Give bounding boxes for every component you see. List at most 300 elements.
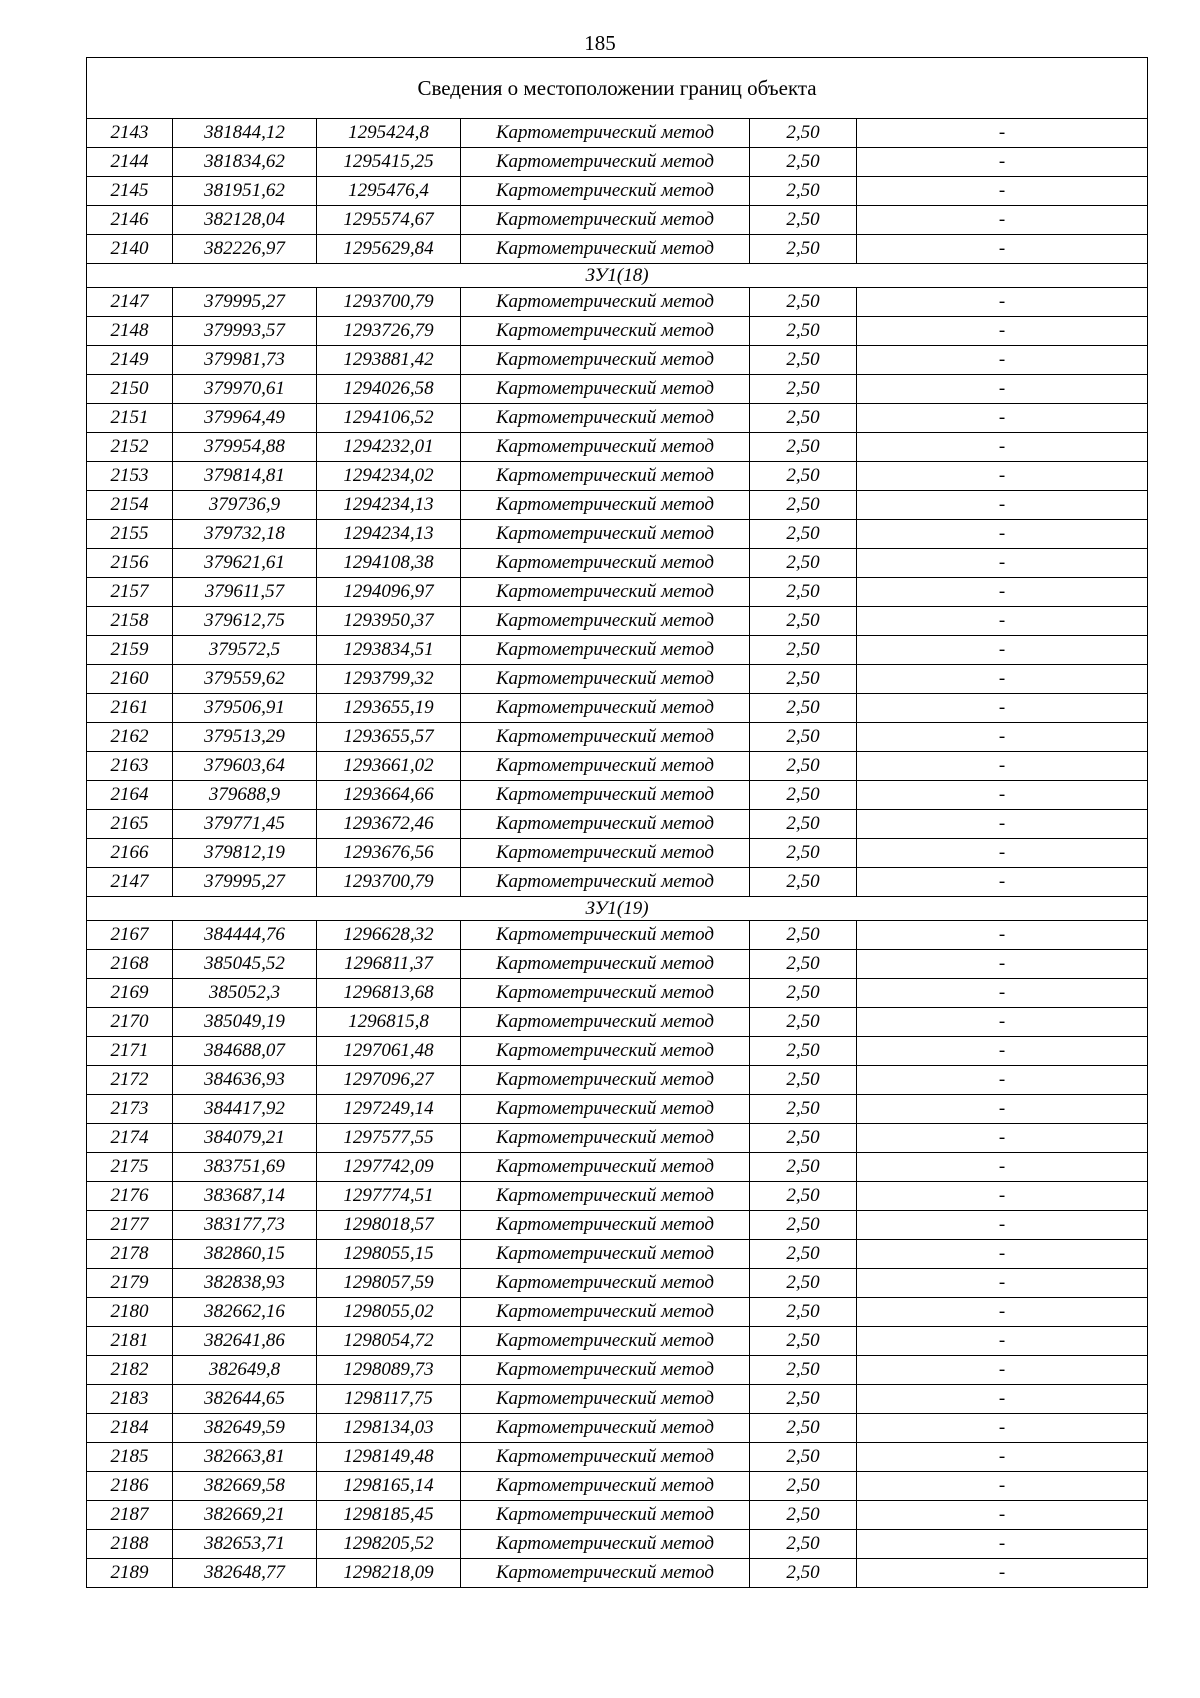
accuracy-cell: 2,50 — [750, 1414, 857, 1443]
method-cell: Картометрический метод — [461, 636, 750, 665]
point-number-cell: 2177 — [87, 1211, 173, 1240]
point-number-cell: 2169 — [87, 979, 173, 1008]
x-coordinate-cell: 382644,65 — [173, 1385, 317, 1414]
method-cell: Картометрический метод — [461, 1066, 750, 1095]
point-number-cell: 2154 — [87, 491, 173, 520]
method-cell: Картометрический метод — [461, 520, 750, 549]
y-coordinate-cell: 1298054,72 — [317, 1327, 461, 1356]
point-number-cell: 2180 — [87, 1298, 173, 1327]
point-number-cell: 2178 — [87, 1240, 173, 1269]
description-cell: - — [857, 1240, 1148, 1269]
method-cell: Картометрический метод — [461, 1530, 750, 1559]
x-coordinate-cell: 381951,62 — [173, 177, 317, 206]
accuracy-cell: 2,50 — [750, 235, 857, 264]
table-row — [87, 346, 1148, 375]
y-coordinate-cell: 1294234,13 — [317, 520, 461, 549]
table-row — [87, 1240, 1148, 1269]
x-coordinate-cell: 379981,73 — [173, 346, 317, 375]
description-cell: - — [857, 148, 1148, 177]
method-cell: Картометрический метод — [461, 549, 750, 578]
description-cell: - — [857, 1472, 1148, 1501]
point-number-cell: 2147 — [87, 288, 173, 317]
boundary-coordinates-table — [86, 57, 1148, 1588]
y-coordinate-cell: 1297577,55 — [317, 1124, 461, 1153]
x-coordinate-cell: 382669,21 — [173, 1501, 317, 1530]
x-coordinate-cell: 382128,04 — [173, 206, 317, 235]
point-number-cell: 2175 — [87, 1153, 173, 1182]
y-coordinate-cell: 1294026,58 — [317, 375, 461, 404]
y-coordinate-cell: 1293655,19 — [317, 694, 461, 723]
point-number-cell: 2163 — [87, 752, 173, 781]
y-coordinate-cell: 1296813,68 — [317, 979, 461, 1008]
point-number-cell: 2150 — [87, 375, 173, 404]
table-row — [87, 810, 1148, 839]
method-cell: Картометрический метод — [461, 1240, 750, 1269]
y-coordinate-cell: 1298057,59 — [317, 1269, 461, 1298]
accuracy-cell: 2,50 — [750, 148, 857, 177]
description-cell: - — [857, 1559, 1148, 1588]
accuracy-cell: 2,50 — [750, 810, 857, 839]
point-number-cell: 2162 — [87, 723, 173, 752]
accuracy-cell: 2,50 — [750, 979, 857, 1008]
x-coordinate-cell: 379771,45 — [173, 810, 317, 839]
method-cell: Картометрический метод — [461, 1385, 750, 1414]
x-coordinate-cell: 384417,92 — [173, 1095, 317, 1124]
method-cell: Картометрический метод — [461, 1414, 750, 1443]
point-number-cell: 2153 — [87, 462, 173, 491]
method-cell: Картометрический метод — [461, 1501, 750, 1530]
accuracy-cell: 2,50 — [750, 1211, 857, 1240]
table-row — [87, 868, 1148, 897]
table-row — [87, 148, 1148, 177]
table-row — [87, 1124, 1148, 1153]
point-number-cell: 2172 — [87, 1066, 173, 1095]
point-number-cell: 2189 — [87, 1559, 173, 1588]
y-coordinate-cell: 1297061,48 — [317, 1037, 461, 1066]
point-number-cell: 2170 — [87, 1008, 173, 1037]
accuracy-cell: 2,50 — [750, 1008, 857, 1037]
description-cell: - — [857, 1356, 1148, 1385]
x-coordinate-cell: 379964,49 — [173, 404, 317, 433]
description-cell: - — [857, 636, 1148, 665]
x-coordinate-cell: 382669,58 — [173, 1472, 317, 1501]
y-coordinate-cell: 1293672,46 — [317, 810, 461, 839]
accuracy-cell: 2,50 — [750, 119, 857, 148]
description-cell: - — [857, 491, 1148, 520]
x-coordinate-cell: 379513,29 — [173, 723, 317, 752]
table-row — [87, 578, 1148, 607]
point-number-cell: 2179 — [87, 1269, 173, 1298]
method-cell: Картометрический метод — [461, 288, 750, 317]
description-cell: - — [857, 1298, 1148, 1327]
point-number-cell: 2166 — [87, 839, 173, 868]
method-cell: Картометрический метод — [461, 1124, 750, 1153]
y-coordinate-cell: 1295415,25 — [317, 148, 461, 177]
point-number-cell: 2149 — [87, 346, 173, 375]
method-cell: Картометрический метод — [461, 1327, 750, 1356]
description-cell: - — [857, 235, 1148, 264]
x-coordinate-cell: 384079,21 — [173, 1124, 317, 1153]
accuracy-cell: 2,50 — [750, 404, 857, 433]
accuracy-cell: 2,50 — [750, 1385, 857, 1414]
method-cell: Картометрический метод — [461, 177, 750, 206]
method-cell: Картометрический метод — [461, 979, 750, 1008]
point-number-cell: 2165 — [87, 810, 173, 839]
accuracy-cell: 2,50 — [750, 1501, 857, 1530]
description-cell: - — [857, 1008, 1148, 1037]
accuracy-cell: 2,50 — [750, 1095, 857, 1124]
description-cell: - — [857, 839, 1148, 868]
point-number-cell: 2146 — [87, 206, 173, 235]
y-coordinate-cell: 1298055,15 — [317, 1240, 461, 1269]
x-coordinate-cell: 382649,59 — [173, 1414, 317, 1443]
table-row — [87, 1414, 1148, 1443]
page-number: 185 — [584, 31, 616, 55]
table-row — [87, 1066, 1148, 1095]
section-header-row — [87, 897, 1148, 921]
method-cell: Картометрический метод — [461, 1472, 750, 1501]
point-number-cell: 2157 — [87, 578, 173, 607]
table-row — [87, 1559, 1148, 1588]
description-cell: - — [857, 694, 1148, 723]
table-row — [87, 607, 1148, 636]
description-cell: - — [857, 950, 1148, 979]
x-coordinate-cell: 379732,18 — [173, 520, 317, 549]
table-row — [87, 694, 1148, 723]
method-cell: Картометрический метод — [461, 1182, 750, 1211]
accuracy-cell: 2,50 — [750, 921, 857, 950]
method-cell: Картометрический метод — [461, 1211, 750, 1240]
description-cell: - — [857, 921, 1148, 950]
accuracy-cell: 2,50 — [750, 1530, 857, 1559]
point-number-cell: 2145 — [87, 177, 173, 206]
method-cell: Картометрический метод — [461, 1298, 750, 1327]
accuracy-cell: 2,50 — [750, 1066, 857, 1095]
point-number-cell: 2158 — [87, 607, 173, 636]
point-number-cell: 2173 — [87, 1095, 173, 1124]
accuracy-cell: 2,50 — [750, 1124, 857, 1153]
section-label: ЗУ1(19) — [87, 897, 1148, 921]
y-coordinate-cell: 1298149,48 — [317, 1443, 461, 1472]
description-cell: - — [857, 781, 1148, 810]
y-coordinate-cell: 1298117,75 — [317, 1385, 461, 1414]
y-coordinate-cell: 1293726,79 — [317, 317, 461, 346]
x-coordinate-cell: 382663,81 — [173, 1443, 317, 1472]
method-cell: Картометрический метод — [461, 752, 750, 781]
x-coordinate-cell: 379572,5 — [173, 636, 317, 665]
method-cell: Картометрический метод — [461, 781, 750, 810]
point-number-cell: 2164 — [87, 781, 173, 810]
x-coordinate-cell: 379559,62 — [173, 665, 317, 694]
accuracy-cell: 2,50 — [750, 206, 857, 235]
description-cell: - — [857, 1124, 1148, 1153]
description-cell: - — [857, 375, 1148, 404]
x-coordinate-cell: 382860,15 — [173, 1240, 317, 1269]
y-coordinate-cell: 1294234,13 — [317, 491, 461, 520]
x-coordinate-cell: 382649,8 — [173, 1356, 317, 1385]
x-coordinate-cell: 384636,93 — [173, 1066, 317, 1095]
point-number-cell: 2182 — [87, 1356, 173, 1385]
table-row — [87, 520, 1148, 549]
y-coordinate-cell: 1297249,14 — [317, 1095, 461, 1124]
description-cell: - — [857, 206, 1148, 235]
description-cell: - — [857, 1443, 1148, 1472]
x-coordinate-cell: 384688,07 — [173, 1037, 317, 1066]
table-row — [87, 1385, 1148, 1414]
x-coordinate-cell: 379995,27 — [173, 868, 317, 897]
description-cell: - — [857, 1095, 1148, 1124]
y-coordinate-cell: 1296815,8 — [317, 1008, 461, 1037]
x-coordinate-cell: 382838,93 — [173, 1269, 317, 1298]
method-cell: Картометрический метод — [461, 491, 750, 520]
point-number-cell: 2159 — [87, 636, 173, 665]
method-cell: Картометрический метод — [461, 1037, 750, 1066]
y-coordinate-cell: 1293661,02 — [317, 752, 461, 781]
accuracy-cell: 2,50 — [750, 177, 857, 206]
method-cell: Картометрический метод — [461, 694, 750, 723]
description-cell: - — [857, 1211, 1148, 1240]
y-coordinate-cell: 1296811,37 — [317, 950, 461, 979]
point-number-cell: 2168 — [87, 950, 173, 979]
point-number-cell: 2147 — [87, 868, 173, 897]
point-number-cell: 2181 — [87, 1327, 173, 1356]
table-row — [87, 375, 1148, 404]
table-row — [87, 404, 1148, 433]
method-cell: Картометрический метод — [461, 1443, 750, 1472]
table-row — [87, 1211, 1148, 1240]
x-coordinate-cell: 385045,52 — [173, 950, 317, 979]
description-cell: - — [857, 1066, 1148, 1095]
table-body — [87, 58, 1148, 1588]
x-coordinate-cell: 381834,62 — [173, 148, 317, 177]
accuracy-cell: 2,50 — [750, 433, 857, 462]
accuracy-cell: 2,50 — [750, 578, 857, 607]
table-row — [87, 1008, 1148, 1037]
x-coordinate-cell: 379621,61 — [173, 549, 317, 578]
point-number-cell: 2148 — [87, 317, 173, 346]
y-coordinate-cell: 1295424,8 — [317, 119, 461, 148]
description-cell: - — [857, 607, 1148, 636]
point-number-cell: 2161 — [87, 694, 173, 723]
y-coordinate-cell: 1298089,73 — [317, 1356, 461, 1385]
description-cell: - — [857, 404, 1148, 433]
description-cell: - — [857, 723, 1148, 752]
table-row — [87, 549, 1148, 578]
table-row — [87, 1095, 1148, 1124]
description-cell: - — [857, 520, 1148, 549]
y-coordinate-cell: 1298165,14 — [317, 1472, 461, 1501]
method-cell: Картометрический метод — [461, 578, 750, 607]
accuracy-cell: 2,50 — [750, 694, 857, 723]
method-cell: Картометрический метод — [461, 1008, 750, 1037]
table-row — [87, 1472, 1148, 1501]
description-cell: - — [857, 177, 1148, 206]
description-cell: - — [857, 549, 1148, 578]
y-coordinate-cell: 1297774,51 — [317, 1182, 461, 1211]
point-number-cell: 2144 — [87, 148, 173, 177]
method-cell: Картометрический метод — [461, 810, 750, 839]
description-cell: - — [857, 1501, 1148, 1530]
y-coordinate-cell: 1298205,52 — [317, 1530, 461, 1559]
accuracy-cell: 2,50 — [750, 375, 857, 404]
method-cell: Картометрический метод — [461, 235, 750, 264]
table-row — [87, 433, 1148, 462]
accuracy-cell: 2,50 — [750, 491, 857, 520]
description-cell: - — [857, 810, 1148, 839]
y-coordinate-cell: 1295629,84 — [317, 235, 461, 264]
description-cell: - — [857, 317, 1148, 346]
accuracy-cell: 2,50 — [750, 549, 857, 578]
method-cell: Картометрический метод — [461, 346, 750, 375]
point-number-cell: 2151 — [87, 404, 173, 433]
accuracy-cell: 2,50 — [750, 636, 857, 665]
x-coordinate-cell: 382653,71 — [173, 1530, 317, 1559]
table-title-row — [87, 58, 1148, 119]
accuracy-cell: 2,50 — [750, 607, 857, 636]
x-coordinate-cell: 379603,64 — [173, 752, 317, 781]
table-row — [87, 1327, 1148, 1356]
y-coordinate-cell: 1294108,38 — [317, 549, 461, 578]
table-row — [87, 950, 1148, 979]
accuracy-cell: 2,50 — [750, 781, 857, 810]
description-cell: - — [857, 665, 1148, 694]
description-cell: - — [857, 1269, 1148, 1298]
table-row — [87, 317, 1148, 346]
accuracy-cell: 2,50 — [750, 1153, 857, 1182]
accuracy-cell: 2,50 — [750, 665, 857, 694]
table-row — [87, 1501, 1148, 1530]
y-coordinate-cell: 1293950,37 — [317, 607, 461, 636]
table-row — [87, 665, 1148, 694]
point-number-cell: 2140 — [87, 235, 173, 264]
accuracy-cell: 2,50 — [750, 520, 857, 549]
method-cell: Картометрический метод — [461, 723, 750, 752]
y-coordinate-cell: 1293700,79 — [317, 288, 461, 317]
x-coordinate-cell: 382662,16 — [173, 1298, 317, 1327]
description-cell: - — [857, 1385, 1148, 1414]
point-number-cell: 2152 — [87, 433, 173, 462]
x-coordinate-cell: 379812,19 — [173, 839, 317, 868]
description-cell: - — [857, 868, 1148, 897]
y-coordinate-cell: 1298185,45 — [317, 1501, 461, 1530]
method-cell: Картометрический метод — [461, 665, 750, 694]
table-title: Сведения о местоположении границ объекта — [87, 58, 1148, 119]
x-coordinate-cell: 379970,61 — [173, 375, 317, 404]
accuracy-cell: 2,50 — [750, 1356, 857, 1385]
x-coordinate-cell: 379688,9 — [173, 781, 317, 810]
method-cell: Картометрический метод — [461, 433, 750, 462]
description-cell: - — [857, 119, 1148, 148]
table-row — [87, 1182, 1148, 1211]
table-row — [87, 1298, 1148, 1327]
method-cell: Картометрический метод — [461, 206, 750, 235]
point-number-cell: 2176 — [87, 1182, 173, 1211]
x-coordinate-cell: 384444,76 — [173, 921, 317, 950]
y-coordinate-cell: 1298134,03 — [317, 1414, 461, 1443]
method-cell: Картометрический метод — [461, 119, 750, 148]
point-number-cell: 2174 — [87, 1124, 173, 1153]
y-coordinate-cell: 1297742,09 — [317, 1153, 461, 1182]
y-coordinate-cell: 1294106,52 — [317, 404, 461, 433]
accuracy-cell: 2,50 — [750, 723, 857, 752]
y-coordinate-cell: 1295476,4 — [317, 177, 461, 206]
x-coordinate-cell: 381844,12 — [173, 119, 317, 148]
point-number-cell: 2187 — [87, 1501, 173, 1530]
description-cell: - — [857, 462, 1148, 491]
accuracy-cell: 2,50 — [750, 1298, 857, 1327]
x-coordinate-cell: 385049,19 — [173, 1008, 317, 1037]
table-row — [87, 636, 1148, 665]
x-coordinate-cell: 379506,91 — [173, 694, 317, 723]
description-cell: - — [857, 1153, 1148, 1182]
y-coordinate-cell: 1293676,56 — [317, 839, 461, 868]
accuracy-cell: 2,50 — [750, 752, 857, 781]
table-row — [87, 177, 1148, 206]
accuracy-cell: 2,50 — [750, 1472, 857, 1501]
method-cell: Картометрический метод — [461, 1095, 750, 1124]
accuracy-cell: 2,50 — [750, 1443, 857, 1472]
y-coordinate-cell: 1294234,02 — [317, 462, 461, 491]
x-coordinate-cell: 385052,3 — [173, 979, 317, 1008]
section-label: ЗУ1(18) — [87, 264, 1148, 288]
y-coordinate-cell: 1298018,57 — [317, 1211, 461, 1240]
x-coordinate-cell: 379611,57 — [173, 578, 317, 607]
description-cell: - — [857, 578, 1148, 607]
point-number-cell: 2160 — [87, 665, 173, 694]
method-cell: Картометрический метод — [461, 607, 750, 636]
table-row — [87, 752, 1148, 781]
description-cell: - — [857, 433, 1148, 462]
y-coordinate-cell: 1294096,97 — [317, 578, 461, 607]
method-cell: Картометрический метод — [461, 1559, 750, 1588]
y-coordinate-cell: 1293799,32 — [317, 665, 461, 694]
description-cell: - — [857, 1327, 1148, 1356]
x-coordinate-cell: 379736,9 — [173, 491, 317, 520]
description-cell: - — [857, 288, 1148, 317]
y-coordinate-cell: 1293655,57 — [317, 723, 461, 752]
description-cell: - — [857, 1414, 1148, 1443]
table-row — [87, 288, 1148, 317]
y-coordinate-cell: 1298218,09 — [317, 1559, 461, 1588]
x-coordinate-cell: 382226,97 — [173, 235, 317, 264]
x-coordinate-cell: 379954,88 — [173, 433, 317, 462]
x-coordinate-cell: 383177,73 — [173, 1211, 317, 1240]
accuracy-cell: 2,50 — [750, 868, 857, 897]
point-number-cell: 2185 — [87, 1443, 173, 1472]
y-coordinate-cell: 1295574,67 — [317, 206, 461, 235]
y-coordinate-cell: 1297096,27 — [317, 1066, 461, 1095]
method-cell: Картометрический метод — [461, 148, 750, 177]
point-number-cell: 2167 — [87, 921, 173, 950]
y-coordinate-cell: 1294232,01 — [317, 433, 461, 462]
section-header-row — [87, 264, 1148, 288]
accuracy-cell: 2,50 — [750, 317, 857, 346]
point-number-cell: 2156 — [87, 549, 173, 578]
point-number-cell: 2155 — [87, 520, 173, 549]
accuracy-cell: 2,50 — [750, 839, 857, 868]
x-coordinate-cell: 379993,57 — [173, 317, 317, 346]
accuracy-cell: 2,50 — [750, 462, 857, 491]
description-cell: - — [857, 1037, 1148, 1066]
table-row — [87, 1443, 1148, 1472]
table-row — [87, 979, 1148, 1008]
x-coordinate-cell: 382648,77 — [173, 1559, 317, 1588]
table-row — [87, 921, 1148, 950]
table-row — [87, 1153, 1148, 1182]
method-cell: Картометрический метод — [461, 404, 750, 433]
y-coordinate-cell: 1296628,32 — [317, 921, 461, 950]
y-coordinate-cell: 1293834,51 — [317, 636, 461, 665]
